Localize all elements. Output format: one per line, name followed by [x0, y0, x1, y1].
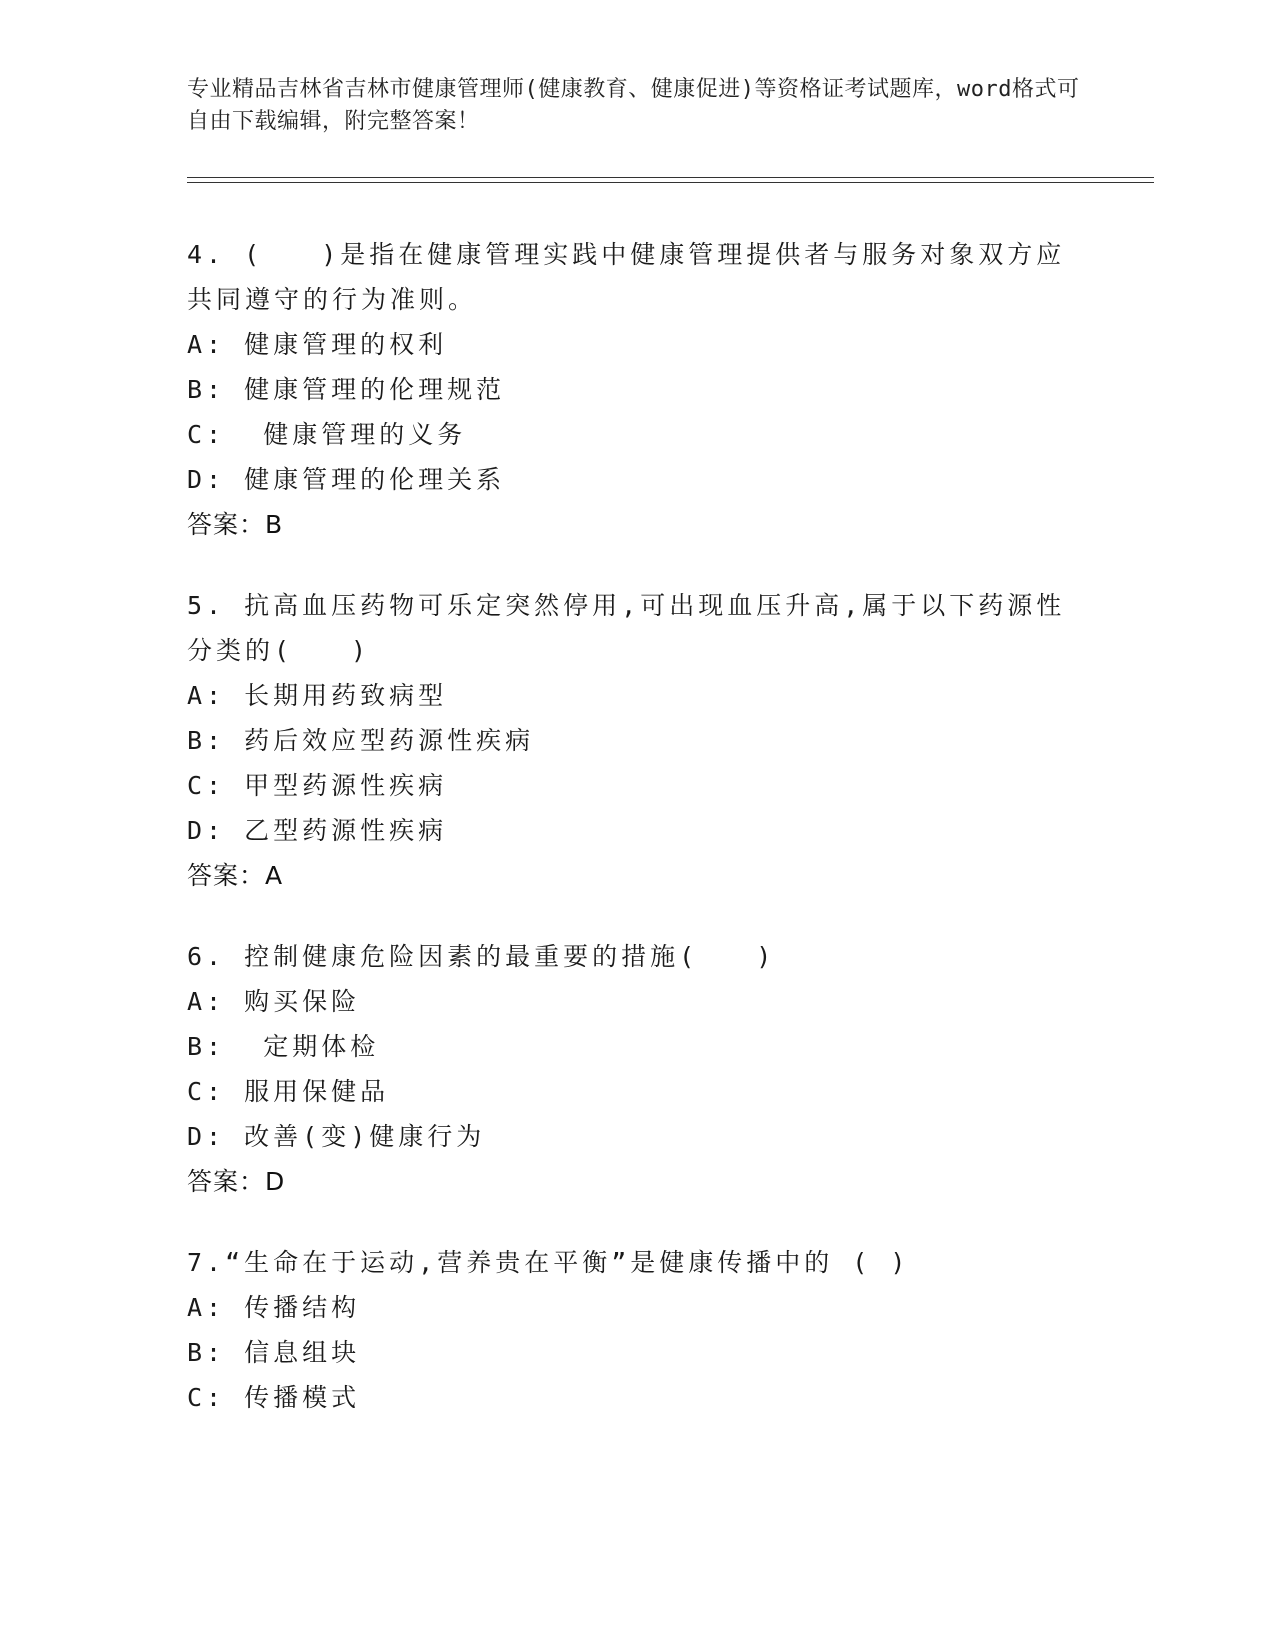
question-7 — [187, 1240, 1087, 1420]
option-a: A: 购买保险 — [187, 987, 361, 1016]
answer-line: 答案：B — [187, 510, 284, 539]
option-d: D: 乙型药源性疾病 — [187, 816, 448, 845]
option-b: B: 药后效应型药源性疾病 — [187, 726, 535, 755]
question-stem: 5. 抗高血压药物可乐定突然停用,可出现血压升高,属于以下药源性分类的( ) — [187, 591, 1066, 665]
option-d: D: 健康管理的伦理关系 — [187, 465, 506, 494]
option-a: A: 健康管理的权利 — [187, 330, 448, 359]
header-divider-bottom — [187, 182, 1154, 183]
option-b: B: 健康管理的伦理规范 — [187, 375, 506, 404]
header-divider-top — [187, 177, 1154, 178]
question-stem: 6. 控制健康危险因素的最重要的措施( ) — [187, 942, 776, 971]
option-b: B: 信息组块 — [187, 1338, 361, 1367]
question-stem: 4. ( )是指在健康管理实践中健康管理提供者与服务对象双方应共同遵守的行为准则。 — [187, 240, 1066, 314]
answer-line: 答案：D — [187, 1167, 286, 1196]
question-6 — [187, 934, 1087, 1204]
question-5 — [187, 583, 1087, 898]
question-4 — [187, 232, 1087, 547]
option-c: C: 服用保健品 — [187, 1077, 390, 1106]
option-a: A: 传播结构 — [187, 1293, 361, 1322]
option-d: D: 改善(变)健康行为 — [187, 1122, 486, 1151]
answer-line: 答案：A — [187, 861, 284, 890]
option-a: A: 长期用药致病型 — [187, 681, 448, 710]
option-c: C: 传播模式 — [187, 1383, 361, 1412]
option-b: B: 定期体检 — [187, 1032, 380, 1061]
question-list — [187, 232, 1087, 1456]
option-c: C: 健康管理的义务 — [187, 420, 467, 449]
option-c: C: 甲型药源性疾病 — [187, 771, 448, 800]
page-header-text: 专业精品吉林省吉林市健康管理师(健康教育、健康促进)等资格证考试题库，word格式可自由下载编辑，附完整答案！ — [187, 77, 1080, 134]
question-stem: 7.“生命在于运动,营养贵在平衡”是健康传播中的 ( ) — [187, 1248, 910, 1277]
